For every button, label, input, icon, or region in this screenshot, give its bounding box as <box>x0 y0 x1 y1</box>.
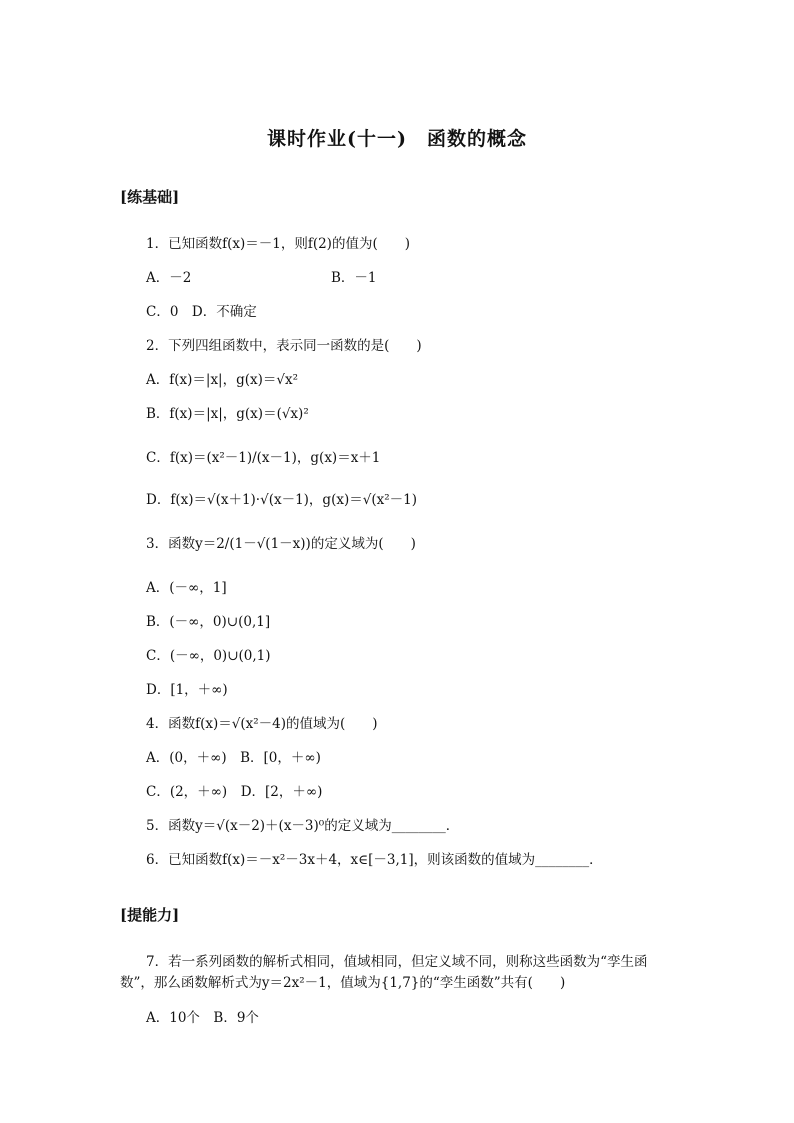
section-heading-basic: [练基础] <box>120 188 180 206</box>
section-heading-advanced: [提能力] <box>120 906 180 924</box>
question-6: 6．已知函数f(x)＝－x²－3x＋4，x∈[－3,1]，则该函数的值域为________． <box>146 852 603 868</box>
question-4-stem: 4．函数f(x)＝√(x²－4)的值域为( ) <box>146 716 378 732</box>
question-3-option-b: B．(－∞，0)∪(0,1] <box>146 614 271 630</box>
question-5: 5．函数y＝√(x－2)＋(x－3)⁰的定义域为________． <box>146 818 460 834</box>
question-2-option-a: A．f(x)＝|x|，g(x)＝√x² <box>146 372 299 388</box>
question-3-stem: 3．函数y＝2/(1－√(1－x))的定义域为( ) <box>146 536 416 552</box>
page-title: 课时作业(十一) 函数的概念 <box>267 128 527 150</box>
question-7-line-1: 7．若一系列函数的解析式相同，值域相同，但定义域不同，则称这些函数为“孪生函 <box>146 954 648 970</box>
question-3-option-a: A．(－∞，1] <box>146 580 227 596</box>
question-7-options-ab: A．10个 B．9个 <box>146 1010 259 1026</box>
question-4-options-cd: C．(2，＋∞) D．[2，＋∞) <box>146 784 323 800</box>
question-1-stem: 1．已知函数f(x)＝－1，则f(2)的值为( ) <box>146 236 410 252</box>
question-1-options-cd: C．0 D．不确定 <box>146 304 257 320</box>
question-2-option-d: D．f(x)＝√(x＋1)·√(x－1)，g(x)＝√(x²－1) <box>146 492 417 508</box>
question-1-option-a: A．－2 <box>146 270 192 286</box>
question-1-option-b: B．－1 <box>331 270 377 286</box>
question-2-stem: 2．下列四组函数中，表示同一函数的是( ) <box>146 338 422 354</box>
question-3-option-c: C．(－∞，0)∪(0,1) <box>146 648 271 664</box>
question-3-option-d: D．[1，＋∞) <box>146 682 228 698</box>
question-2-option-b: B．f(x)＝|x|，g(x)＝(√x)² <box>146 406 309 422</box>
question-4-options-ab: A．(0，＋∞) B．[0，＋∞) <box>146 750 321 766</box>
question-7-line-2: 数”，那么函数解析式为y＝2x²－1，值域为{1,7}的“孪生函数”共有( ) <box>120 975 566 991</box>
question-2-option-c: C．f(x)＝(x²－1)/(x－1)，g(x)＝x＋1 <box>146 450 381 466</box>
